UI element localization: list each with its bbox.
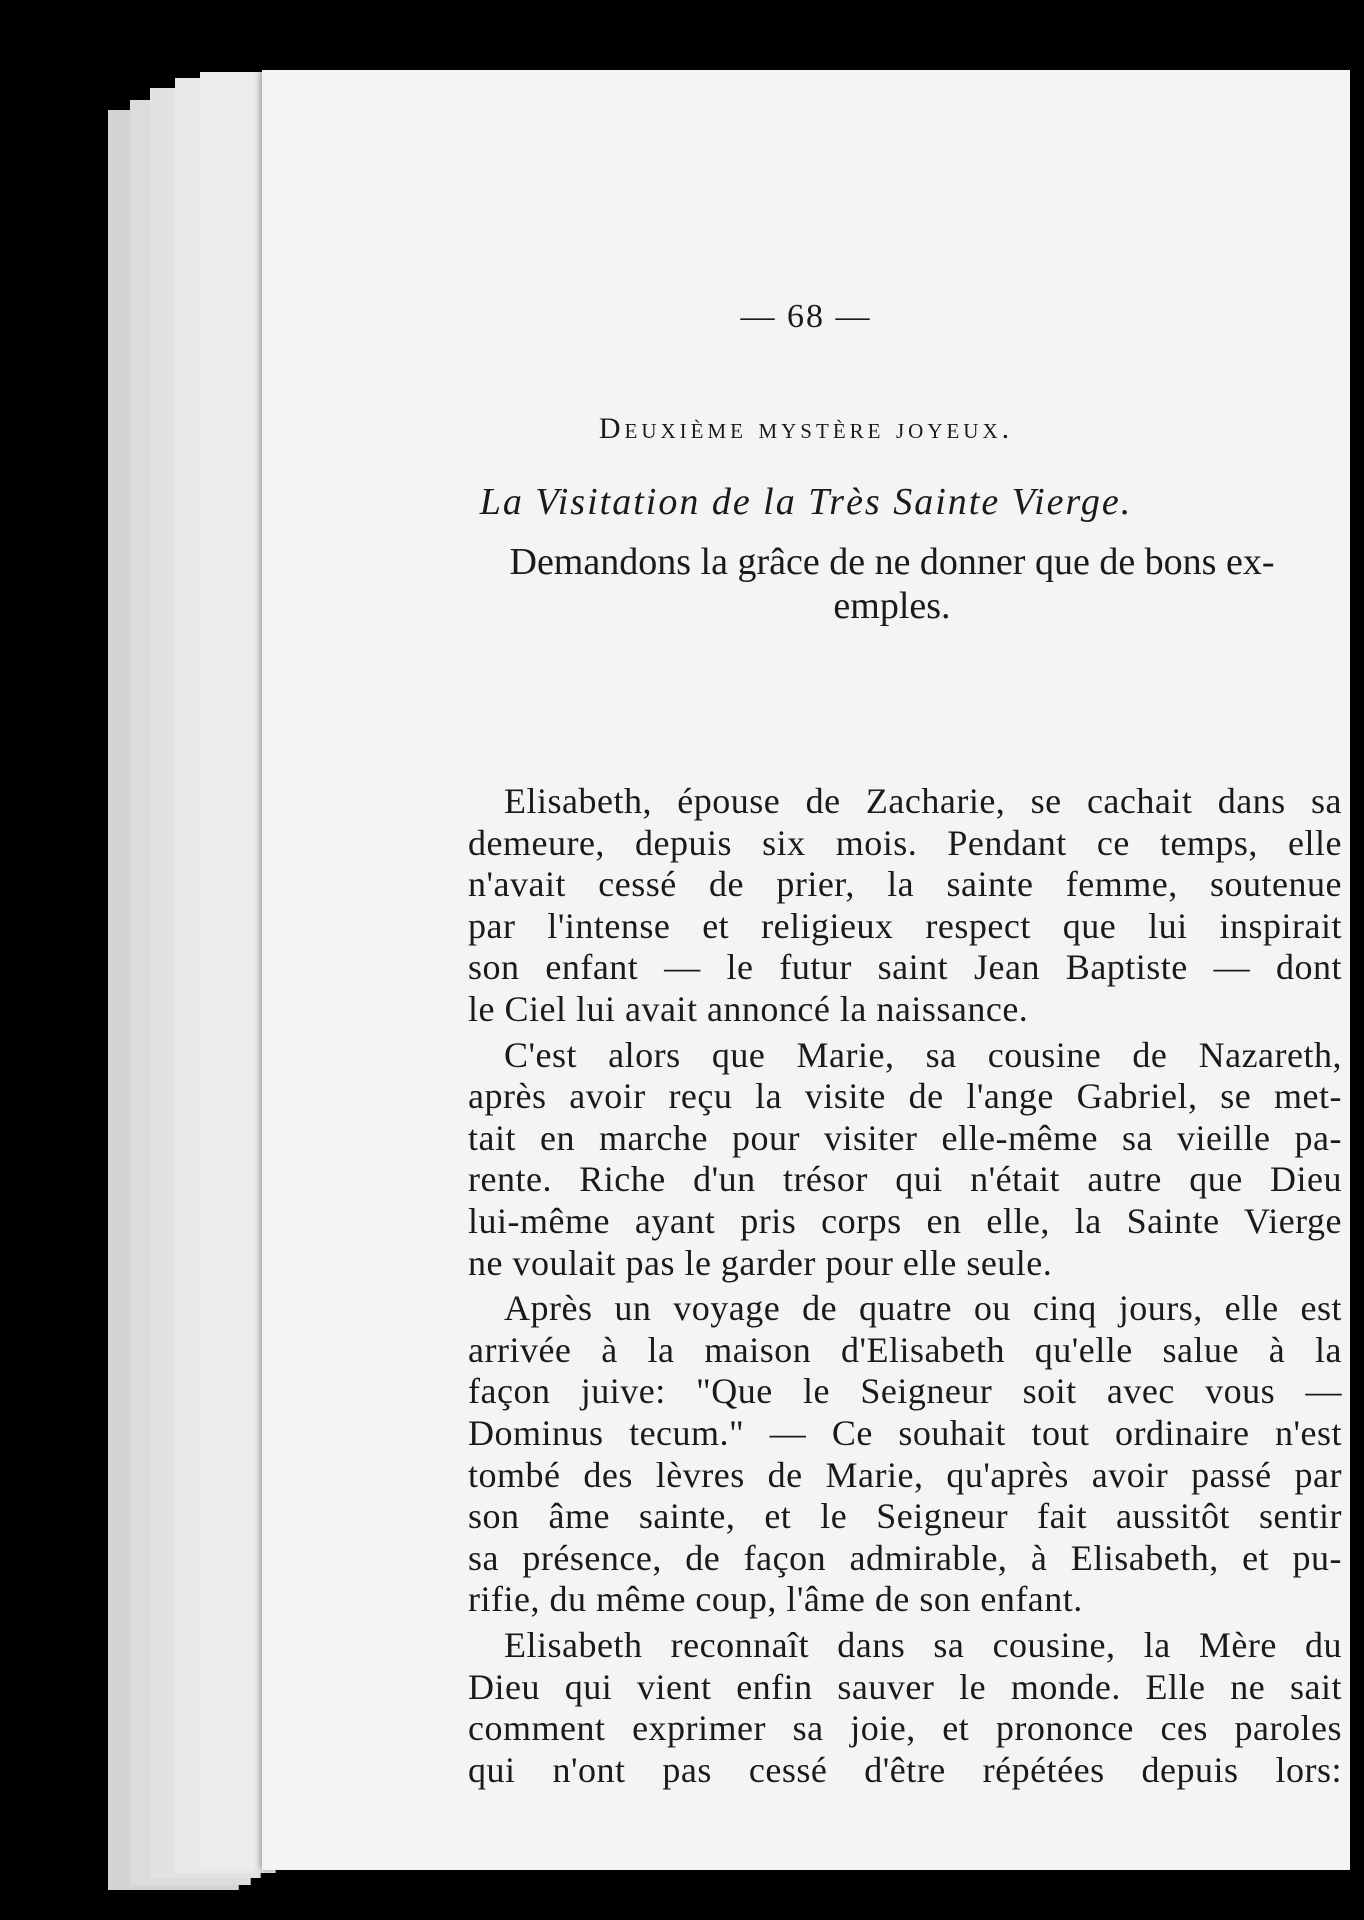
body-line: arrivée à la maison d'Elisabeth qu'elle salue à la [468, 1329, 1342, 1370]
intention-text [462, 540, 1322, 628]
body-line: demeure, depuis six mois. Pendant ce temps, elle [468, 822, 1342, 863]
body-line: Dieu qui vient enfin sauver le monde. Elle ne sait [468, 1666, 1342, 1707]
body-line: Elisabeth, épouse de Zacharie, se cachait dans sa [504, 781, 1342, 821]
body-line: façon juive: "Que le Seigneur soit avec vous — [468, 1371, 1342, 1412]
body-line: rente. Riche d'un trésor qui n'était autre que Dieu [468, 1159, 1342, 1200]
chapter-subtitle: La Visitation de la Très Sainte Vierge. [479, 481, 1133, 523]
body-line: C'est alors que Marie, sa cousine de Nazareth, [504, 1034, 1342, 1075]
body-line: Elisabeth reconnaît dans sa cousine, la Mère du [504, 1625, 1342, 1665]
book-page [262, 70, 1350, 1870]
body-line: qui n'ont pas cessé d'être répétées depuis lors: [468, 1749, 1342, 1790]
body-line: comment exprimer sa joie, et prononce ces paroles [468, 1708, 1342, 1749]
body-line: tombé des lèvres de Marie, qu'après avoir passé par [468, 1454, 1342, 1495]
body-line: le Ciel lui avait annoncé la naissance. [468, 989, 1029, 1029]
body-line: n'avait cessé de prier, la sainte femme, soutenue [468, 864, 1342, 905]
body-line: après avoir reçu la visite de l'ange Gabriel, se met- [468, 1076, 1342, 1117]
body-line: Dominus tecum." — Ce souhait tout ordinaire n'est [468, 1413, 1342, 1453]
intention-line: emples. [833, 585, 951, 627]
body-line: par l'intense et religieux respect que lui inspirait [468, 905, 1342, 946]
body-line: son enfant — le futur saint Jean Baptiste — dont [468, 947, 1342, 988]
body-line: son âme sainte, et le Seigneur fait aussitôt sentir [468, 1496, 1342, 1537]
body-line: ne voulait pas le garder pour elle seule. [468, 1242, 1053, 1283]
body-line: rifie, du même coup, l'âme de son enfant. [468, 1579, 1083, 1620]
body-line: Après un voyage de quatre ou cinq jours, elle est [504, 1288, 1342, 1329]
chapter-title: Deuxième mystère joyeux. [598, 412, 1014, 445]
body-line: tait en marche pour visiter elle-même sa vieille pa- [468, 1117, 1342, 1158]
page-number: — 68 — [740, 298, 872, 335]
body-line: sa présence, de façon admirable, à Elisabeth, et pu- [468, 1537, 1342, 1578]
body-line: lui-même ayant pris corps en elle, la Sainte Vierge [468, 1201, 1342, 1241]
body-text [468, 780, 1342, 1790]
intention-line: Demandons la grâce de ne donner que de bons ex- [509, 541, 1275, 583]
